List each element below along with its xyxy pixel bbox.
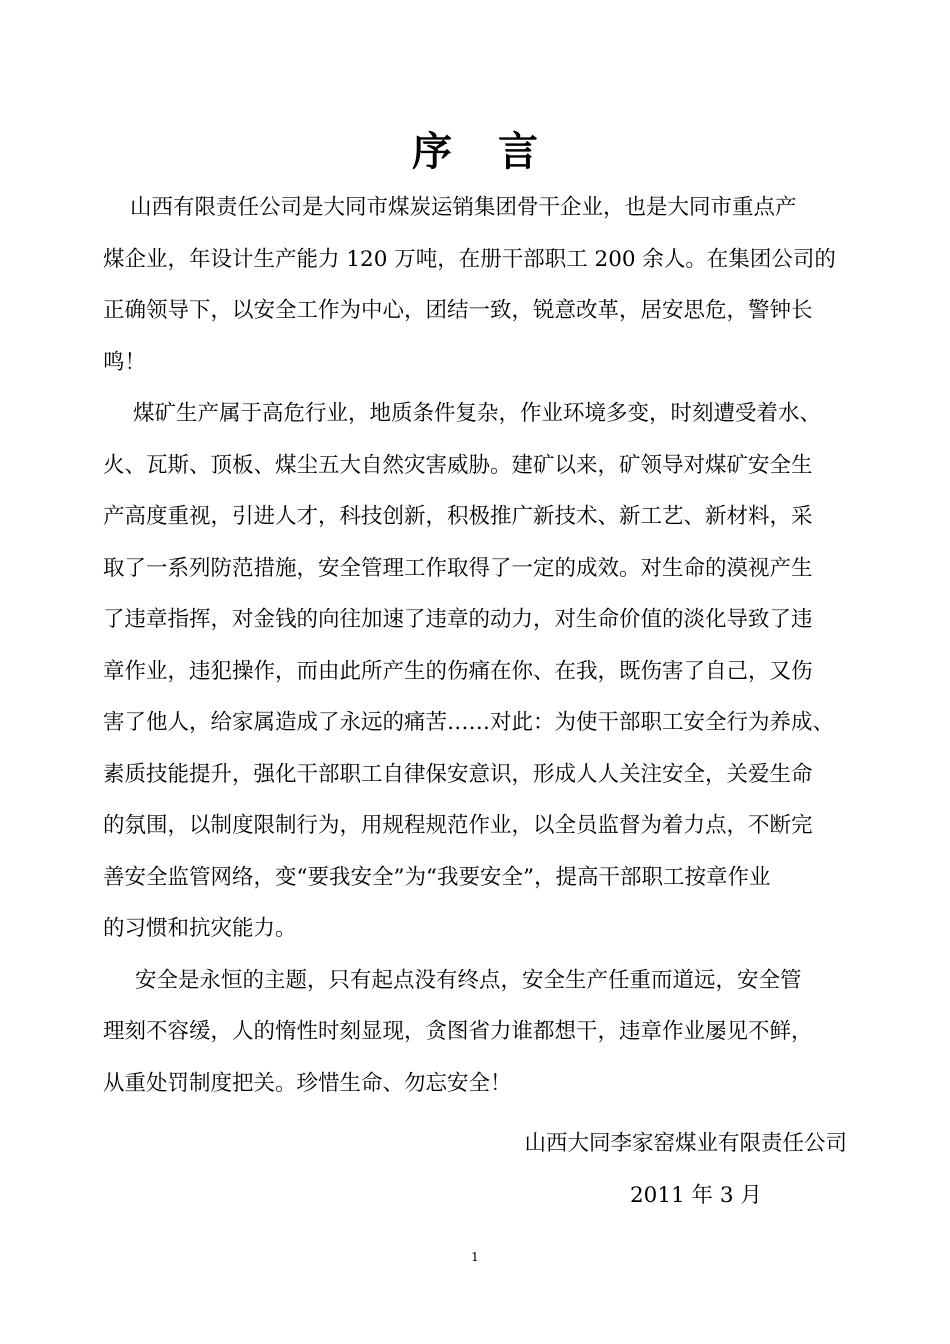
signature-date: 2011 年 3 月 — [630, 1183, 762, 1208]
text-line: 素质技能提升，强化干部职工自律保安意识，形成人人关注安全，关爱生命 — [103, 761, 813, 787]
text-line: 火、瓦斯、顶板、煤尘五大自然灾害威胁。建矿以来，矿领导对煤矿安全生 — [103, 452, 813, 478]
text-line: 从重处罚制度把关。珍惜生命、勿忘安全！ — [103, 1070, 512, 1096]
signature: 山西大同李家窑煤业有限责任公司 — [524, 1131, 847, 1156]
text-line: 善安全监管网络，变“要我安全”为“我要安全”，提高干部职工按章作业 — [103, 864, 771, 890]
page-title: 序言 — [412, 128, 584, 175]
text-line: 山西有限责任公司是大同市煤炭运销集团骨干企业，也是大同市重点产 — [130, 195, 797, 220]
text-line: 煤矿生产属于高危行业，地质条件复杂，作业环境多变，时刻遭受着水、 — [133, 401, 822, 426]
text-line: 正确领导下，以安全工作为中心，团结一致，锐意改革，居安思危，警钟长 — [103, 298, 813, 323]
text-line: 产高度重视，引进人才，科技创新，积极推广新技术、新工艺、新材料，采 — [103, 504, 813, 529]
text-line: 的习惯和抗灾能力。 — [103, 916, 297, 941]
page-number: 1 — [471, 1250, 479, 1264]
text-line: 理刻不容缓，人的惰性时刻显现，贪图省力谁都想干，违章作业屡见不鲜， — [103, 1019, 813, 1044]
text-line: 了违章指挥，对金钱的向往加速了违章的动力，对生命价值的淡化导致了违 — [103, 607, 813, 632]
text-line: 煤企业，年设计生产能力 120 万吨，在册干部职工 200 余人。在集团公司的 — [103, 246, 836, 272]
paragraph-2 — [103, 388, 863, 955]
text-line: 的氛围，以制度限制行为，用规程规范作业，以全员监督为着力点，不断完 — [103, 813, 813, 838]
text-line: 鸣！ — [103, 349, 147, 375]
document-body — [103, 182, 863, 1109]
text-line: 取了一系列防范措施，安全管理工作取得了一定的成效。对生命的漠视产生 — [103, 555, 813, 581]
paragraph-3 — [103, 955, 863, 1110]
text-line: 安全是永恒的主题，只有起点没有终点，安全生产任重而道远，安全管 — [135, 967, 802, 993]
paragraph-1 — [103, 182, 863, 388]
text-line: 害了他人，给家属造成了永远的痛苦……对此：为使干部职工安全行为养成、 — [103, 710, 835, 735]
text-line: 章作业，违犯操作，而由此所产生的伤痛在你、在我，既伤害了自己，又伤 — [103, 658, 813, 684]
